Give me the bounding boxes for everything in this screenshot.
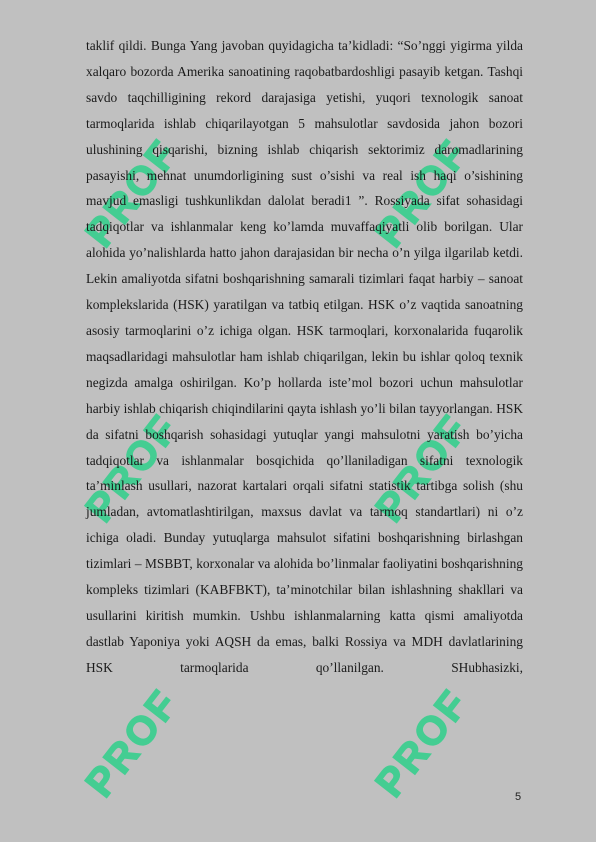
body-paragraph: taklif qildi. Bunga Yang javoban quyidagicha ta’kidladi: “So’nggi yigirma yilda xalqaro bozorda Amerika sanoatining raqobatbardoshligi pasayib ketgan. Tashqi savdo taqchilligining rekord darajasiga yetishi, yuqori texnologik sanoat tarmoqlarida ishlab chiqarilayotgan 5 mahsulotlar savdosida jahon bozori ulushining qisqarishi, bizning ishlab chiqarish sektorimiz daromadlarining pasayishi, mehnat unumdorligining sust o’sishi va real ish haqi o’sishining mavjud emasligi tushkunlikdan dalolat beradi1 ”. Rossiyada sifat sohasidagi tadqiqotlar va ishlanmalar keng ko’lamda muvaffaqiyatli olib borilgan. Ular alohida yo’nalishlarda hatto jahon darajasidan bir necha o’n yilga ilgarilab ketdi. Lekin amaliyotda sifatni boshqarishning samarali tizimlari faqat harbiy – sanoat komplekslarida (HSK) yaratilgan va tatbiq etilgan. HSK o’z vaqtida sanoatning asosiy tarmoqlarini o’z ichiga olgan. HSK tarmoqlari, korxonalarida fuqarolik maqsadlaridagi mahsulotlar ham ishlab chiqarilgan, lekin bu ishlar qoloq texnik negizda amalga oshirilgan. Ko’p hollarda iste’mol bozori uchun mahsulotlar harbiy ishlab chiqarish chiqindilarini qayta ishlash yo’li bilan tayyorlangan. HSK da sifatni boshqarish sohasidagi yutuqlar yangi mahsulotni yaratish bo’yicha tadqiqotlar va ishlanmalar bosqichida qo’llaniladigan sifatni texnologik ta’minlash usullari, nazorat kartalari orqali sifatni statistik tartibga solish (shu jumladan, avtomatlashtirilgan, maxsus davlat va tarmoq standartlari) ni o’z ichiga oladi. Bunday yutuqlarga mahsulot sifatini boshqarishning birlashgan tizimlari – MSBBT, korxonalar va alohida bo’linmalar faoliyatini boshqarishning kompleks tizimlari (KABFBKT), ta’minotchilar bilan ishlashning shakllari va usullarini kiritish mumkin. Ushbu ishlanmalarning katta qismi amaliyotda dastlab Yaponiya yoki AQSH da emas, balki Rossiya va MDH davlatlarining HSK tarmoqlarida qo’llanilgan. SHubhasizki, bbox=[86, 38, 523, 675]
svg-text:PROF: PROF bbox=[367, 681, 478, 806]
watermark-logo bbox=[360, 680, 490, 810]
page-number: 5 bbox=[515, 791, 522, 803]
svg-text:PROF: PROF bbox=[77, 131, 188, 256]
svg-text:PROF: PROF bbox=[367, 406, 478, 531]
watermark-logo bbox=[70, 680, 200, 810]
svg-text:PROF: PROF bbox=[367, 131, 478, 256]
svg-text:PROF: PROF bbox=[77, 406, 188, 531]
page-body bbox=[86, 33, 523, 681]
svg-text:PROF: PROF bbox=[77, 681, 188, 806]
